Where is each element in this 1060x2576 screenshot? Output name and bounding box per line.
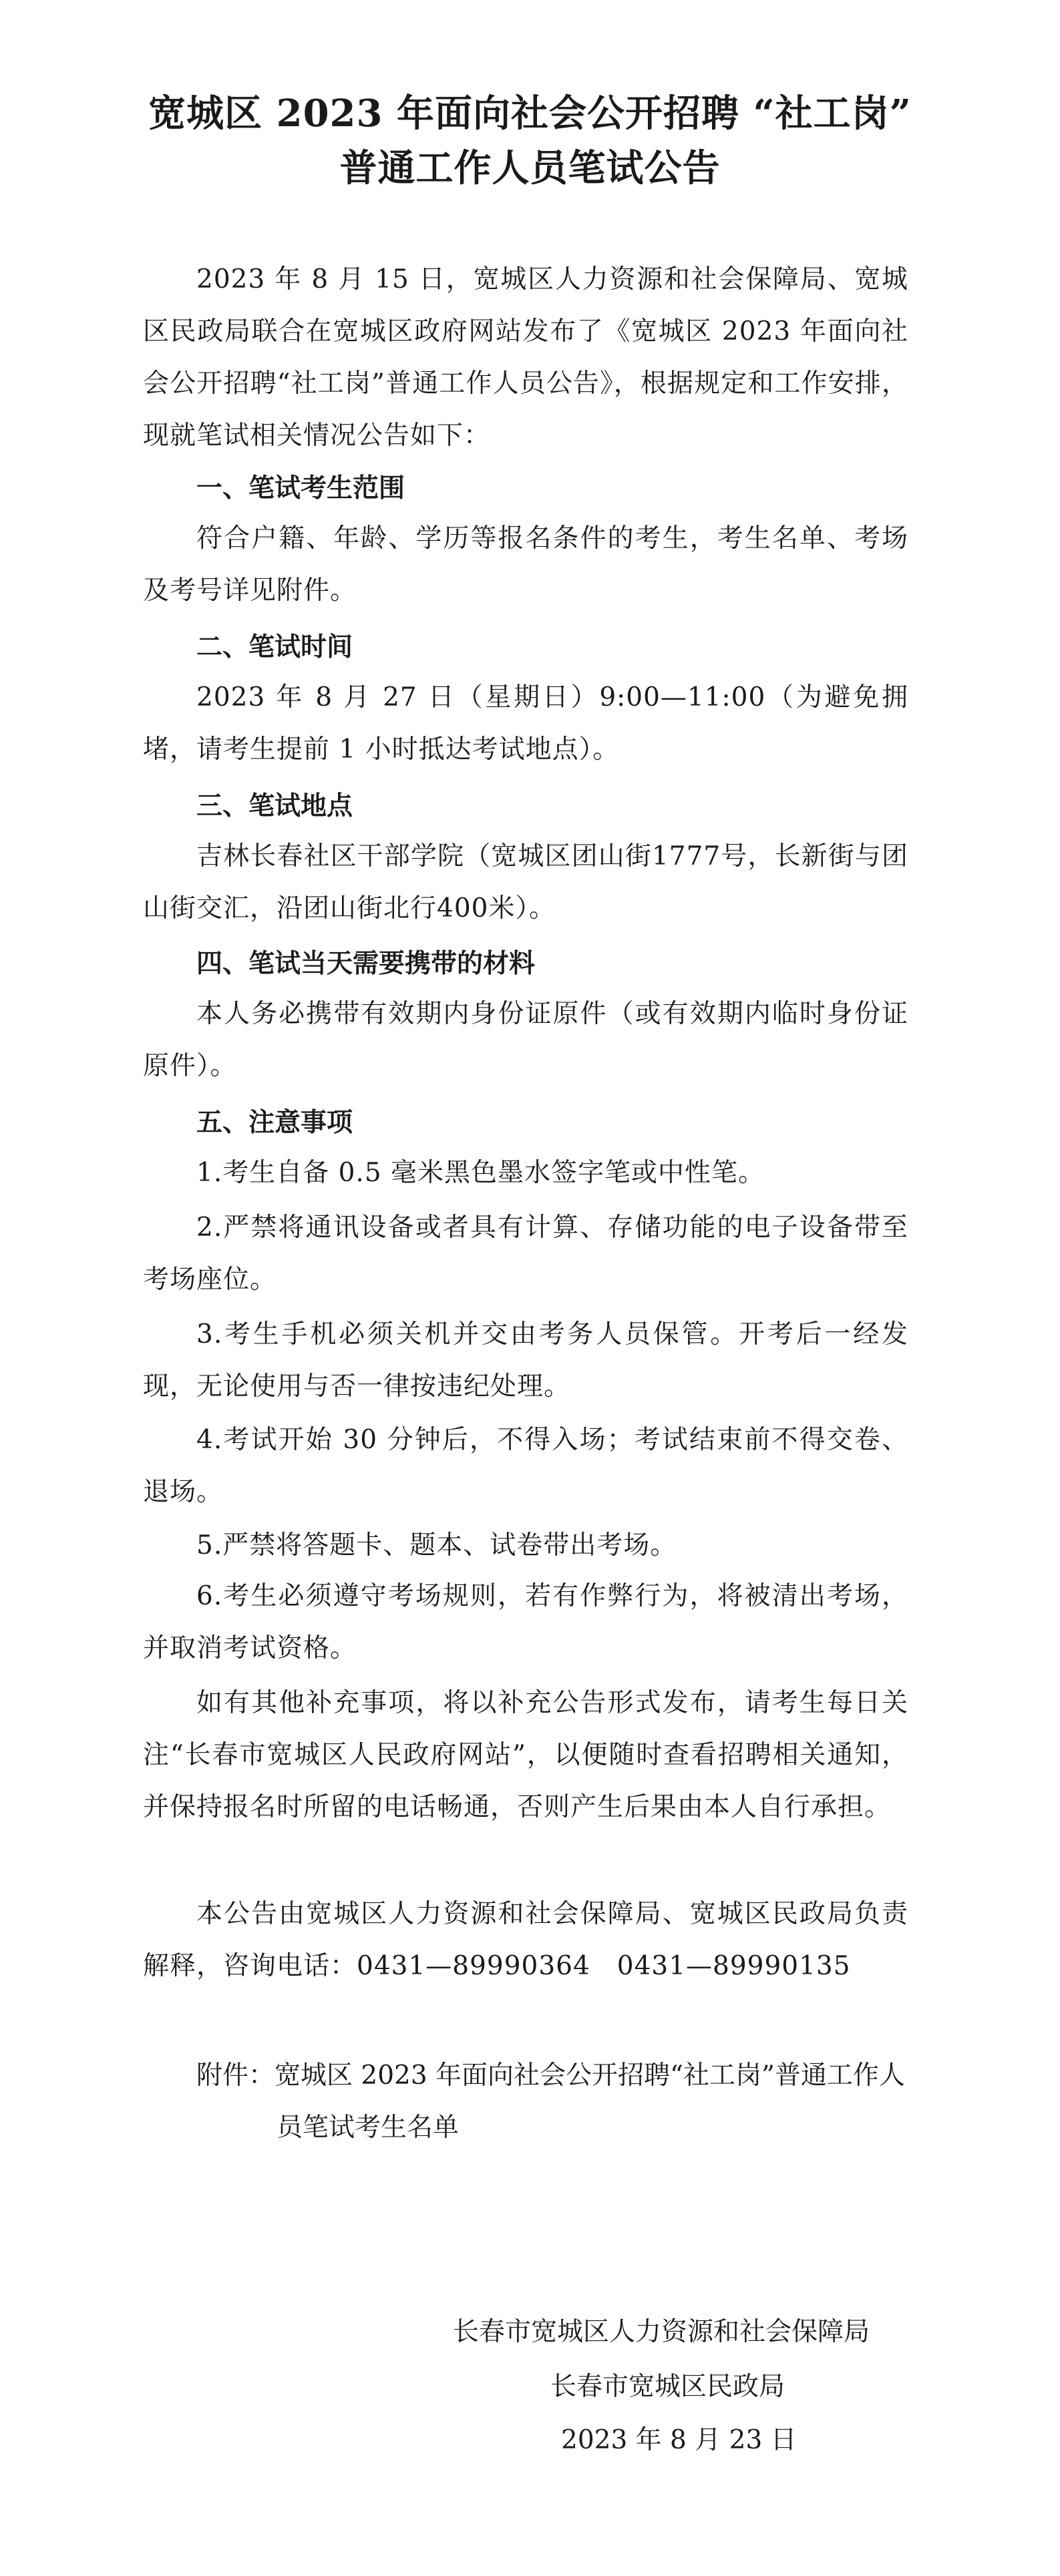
explanation-paragraph: 本公告由宽城区人力资源和社会保障局、宽城区民政局负责解释，咨询电话：0431—89990364 0431—89990135 [143, 1899, 908, 1981]
document-title-line-2: 普通工作人员笔试公告 [339, 146, 721, 190]
notice-item-1: 1.考生自备 0.5 毫米黑色墨水签字笔或中性笔。 [196, 1158, 765, 1188]
supplement-paragraph: 如有其他补充事项，将以补充公告形式发布，请考生每日关注“长春市宽城区人民政府网站”，以便随时查看招聘相关通知，并保持报名时所留的电话畅通，否则产生后果由本人自行承担。 [143, 1688, 908, 1822]
section-body-4: 本人务必携带有效期内身份证原件（或有效期内临时身份证原件）。 [143, 999, 908, 1081]
notice-item-4: 4.考试开始 30 分钟后，不得入场；考试结束前不得交卷、退场。 [143, 1425, 908, 1507]
section-body-3: 吉林长春社区干部学院（宽城区团山街1777号，长新街与团山街交汇，沿团山街北行400米）。 [143, 841, 908, 923]
document-title-line-1: 宽城区 2023 年面向社会公开招聘 “社工岗” [148, 91, 912, 136]
notice-item-6: 6.考生必须遵守考场规则，若有作弊行为，将被清出考场，并取消考试资格。 [143, 1581, 908, 1663]
intro-paragraph: 2023 年 8 月 15 日，宽城区人力资源和社会保障局、宽城区民政局联合在宽城区政府网站发布了《宽城区 2023 年面向社会公开招聘“社工岗”普通工作人员公告》，根据规定和工作安排，现就笔试相关情况公告如下： [143, 264, 908, 451]
section-body-1: 符合户籍、年龄、学历等报名条件的考生，考生名单、考场及考号详见附件。 [143, 523, 908, 606]
notice-item-3: 3.考生手机必须关机并交由考务人员保管。开考后一经发现，无论使用与否一律按违纪处理。 [143, 1319, 908, 1402]
notice-item-5: 5.严禁将答题卡、题本、试卷带出考场。 [196, 1530, 677, 1560]
signature-org-civil-affairs: 长春市宽城区民政局 [550, 2372, 785, 2402]
section-body-2: 2023 年 8 月 27 日（星期日）9:00—11:00（为避免拥堵，请考生提前 1 小时抵达考试地点）。 [143, 682, 908, 765]
section-heading-5: 五、注意事项 [196, 1108, 353, 1138]
notice-item-2: 2.严禁将通讯设备或者具有计算、存储功能的电子设备带至考场座位。 [143, 1213, 908, 1295]
signature-date: 2023 年 8 月 23 日 [561, 2425, 797, 2455]
section-heading-3: 三、笔试地点 [196, 791, 353, 821]
section-heading-1: 一、笔试考生范围 [196, 473, 405, 503]
section-heading-2: 二、笔试时间 [196, 632, 353, 662]
signature-org-hr: 长春市宽城区人力资源和社会保障局 [453, 2317, 870, 2347]
attachment-note: 附件：宽城区 2023 年面向社会公开招聘“社工岗”普通工作人员笔试考生名单 [196, 2061, 905, 2143]
section-heading-4: 四、笔试当天需要携带的材料 [196, 949, 536, 979]
